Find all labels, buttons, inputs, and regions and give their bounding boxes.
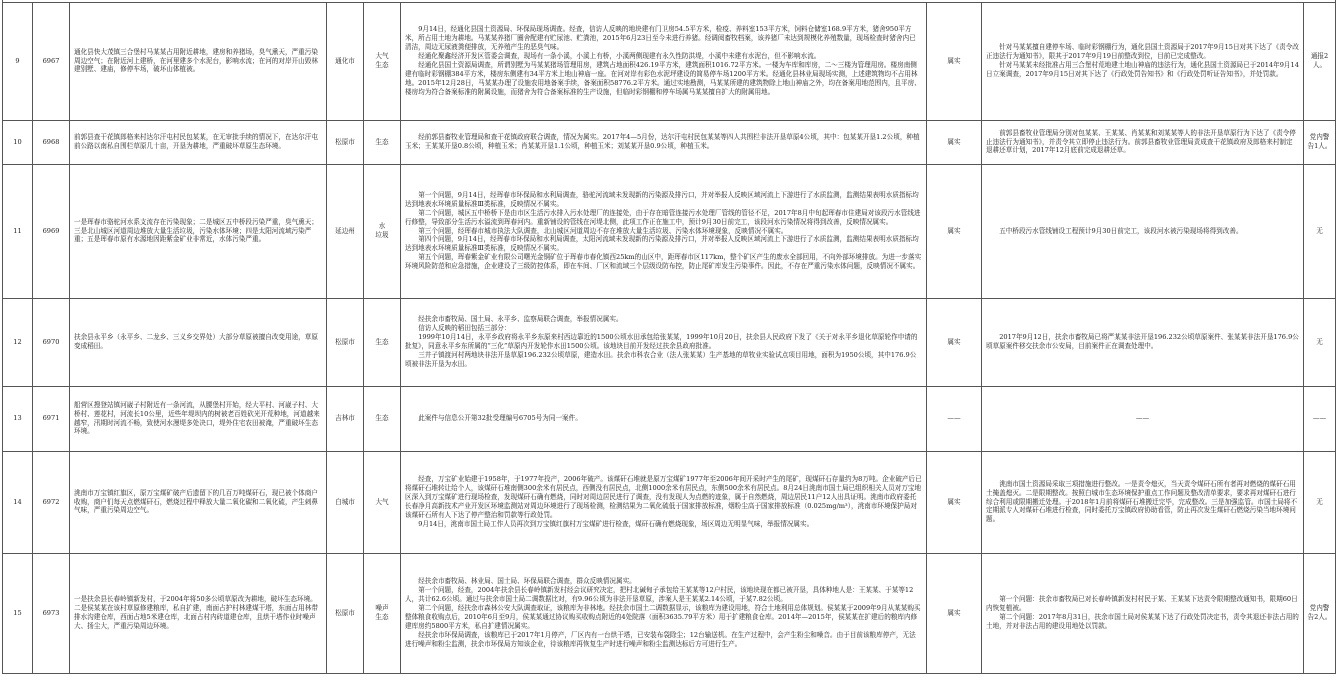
- verdict-cell: ——: [927, 386, 982, 451]
- accountability-cell: ——: [1304, 386, 1336, 451]
- handling-cell-paragraph: 针对马某某擅自建停车场、临时彩钢棚行为，通化县国土资源局于2017年9月15日对其下达了《责令改正违法行为通知书》，限其于2017年9月19日前整改到位，目前已完成整改。: [986, 43, 1299, 61]
- pollution-type-cell: 生态: [364, 120, 401, 164]
- verdict-cell: 属实: [927, 298, 982, 386]
- complaint-cell: 扶余县永平乡（永平乡、二龙乡、三义乡交界处）大部分草原被擅自改变用途，草原变成稻田。: [70, 298, 327, 386]
- case-id-cell: 6971: [33, 386, 70, 451]
- findings-cell: [401, 386, 927, 451]
- findings-cell: [401, 120, 927, 164]
- findings-cell-paragraph: 第三个问题，经珲春市城市执法大队调查，北山城区河道周边不存在堆放大量生活垃圾、污染水体环境现象，反映情况不属实。: [418, 226, 788, 235]
- accountability-cell: 党内警告2人。: [1304, 553, 1336, 673]
- findings-cell-paragraph: 三井子镇渡河村两地块非法开垦草原196.232公顷草原，建造水田。扶余市科农合业（法人张某某）生产基地的草牧业实验试点项目用地，面积为1950公顷，其中176.9公顷被非法开垦为水田。: [405, 350, 917, 368]
- city-cell: 通化市: [327, 2, 364, 120]
- pollution-type-cell: 生态: [364, 298, 401, 386]
- findings-cell-paragraph: 第二个问题，经扶余市森林公安大队调查取证，该粮库为非林地。经扶余市国土二调数据显示，该粮库为建设用地，符合土地利用总体规划。侯某某于2009年9月从某某购买整体粮食收购点后，2010年6月至9月，侯某某通过协议购买收购点附近的4处院落（面积3635.79平方米）用于扩建粮食仓库。2014年—2015年，侯某某在扩建后的粮库内修建库房约5800平方米，私自扩建情况属实。: [405, 604, 921, 630]
- accountability-cell: 无: [1304, 298, 1336, 386]
- findings-cell-paragraph: 1999年10月14日，永平乡政府将永平乡东原来村西边靠近的1500公顷水田承包给张某某，1999年10月20日，扶余县人民政府下发了《关于对永平乡退化草原轮作申请的批复》，同意永平乡东所属的“三化”草原内开发轮作水田1500公顷。该地块目前开发经过扶余县政府批准。: [405, 333, 918, 350]
- table-row: [3, 553, 1336, 673]
- verdict-cell: 属实: [927, 2, 982, 120]
- city-cell: 松原市: [327, 298, 364, 386]
- verdict-cell: 属实: [927, 553, 982, 673]
- handling-cell: [982, 164, 1304, 298]
- complaint-cell: 船营区搜登站镇河崴子村附近有一条河流，从腰堡村开始，经大平村、河崴子村、大桥村、莲花村，河流长10公里，近些年堤坝内的树被老百姓砍光开荒种地，河道越来越窄，汛期时河流不畅，致使河水漫堤多处决口，堤外住宅农田被淹，严重破坏生态环境。: [70, 386, 327, 451]
- pollution-type-cell: 大气: [364, 451, 401, 553]
- verdict-cell: 属实: [927, 164, 982, 298]
- table-row: [3, 164, 1336, 298]
- handling-cell-paragraph: 五中桥段污水管线铺设工程预计9月30日前完工，该段河水被污染现场将得到改善。: [999, 226, 1243, 235]
- accountability-cell: 党内警告1人。: [1304, 120, 1336, 164]
- table-row: [3, 298, 1336, 386]
- pollution-type-cell: 大气 生态: [364, 2, 401, 120]
- findings-cell-paragraph: 第四个问题，9月14日，经珲春市环保局和水利局调查，太阳河流域未发现新的污染源及排污口，并对举报人反映区域河流上下游进行了水质监测，监测结果表明水质指标均达到地表水环境质量标准Ⅲ类标准，反映情况不属实。: [405, 235, 919, 253]
- seq-cell: 13: [3, 386, 33, 451]
- findings-cell-paragraph: 经前郭县畜牧业管理局和查干花镇政府联合调查，情况为属实。2017年4—5月份，达尔汗屯村民包某某等四人共围栏非法开垦草原4公顷，其中：包某某开垦1.2公顷，种植玉米；王某某开垦0.8公顷，种植玉米；肖某某开垦1.1公顷，种植玉米；刘某某开垦0.9公顷，种植玉米。: [405, 133, 920, 150]
- pollution-type-cell: 水 垃圾: [364, 164, 401, 298]
- handling-cell: [982, 386, 1304, 451]
- findings-cell-paragraph: 经扶余市畜牧局、国土局、永平乡、监察局联合调查，举报情况属实。: [418, 315, 623, 324]
- complaint-cell: 前郭县查干花镇郎格来村达尔汗屯村民包某某，在无审批手续的情况下，在达尔汗屯前公路以南私自围栏草原几十亩，开垦为耕地，严重破坏草原生态环境。: [70, 120, 327, 164]
- case-id-cell: 6969: [33, 164, 70, 298]
- handling-cell-paragraph: 第一个问题：扶余市畜牧局已对长春岭镇新发村村民于某、王某某下达责令限期整改通知书，限期60日内恢复植被。: [986, 595, 1298, 613]
- case-id-cell: 6973: [33, 553, 70, 673]
- table-row: [3, 386, 1336, 451]
- accountability-cell: 无: [1304, 451, 1336, 553]
- seq-cell: 11: [3, 164, 33, 298]
- handling-cell-paragraph: 前郭县畜牧业管理局分别对包某某、王某某、肖某某和刘某某等人的非法开垦草原行为下达了《责令停止违法行为通知书》，并责令其立即停止违法行为。前郭县畜牧业管理局责成查干花镇政府及郎格来村制定退耕还草计划，2017年12月底前完成退耕还草。: [986, 128, 1296, 155]
- accountability-cell: 无: [1304, 164, 1336, 298]
- city-cell: 延边州: [327, 164, 364, 298]
- findings-cell-paragraph: 9月14日，经通化县国土资源局、环保局现场调查。经查，信访人反映的地块建有门卫房54.5平方米，检疫、养料室153平方米，饲料仓储室168.9平方米，猪舍950平方米，所占用土地为耕地。马某某养猪厂圈舍配建有贮尿池、贮粪池，2015年6月23日至今未进行养猪。经调阅畜牧档案，该养猪厂未达到规模化养殖数量，现场检查时猪舍内已清洁，周边无尿液粪便排放，无养殖产生的恶臭气味。: [405, 25, 916, 52]
- findings-cell: [401, 2, 927, 120]
- complaint-cell: 一是珲春市骆驼河水系支流存在污染现象；二是城区五中桥段污染严重，臭气熏天；三是北山城区河道周边堆放大量生活垃圾，污染水体环境；四是太阳河流域污染严重；五是珲春市原有水源地因距紫金矿业非常近，水体污染严重。: [70, 164, 327, 298]
- findings-cell-paragraph: 经查，万宝矿业始建于1958年，于1977年投产，2006年破产。该煤矸石堆就是原万宝煤矿1977年至2006年间开采时产生的尾矿，现煤矸石存量约为8万吨。企业破产后已将煤矸石堆转让给个人，该煤矸石堆南侧300余米有居民点，西侧没有居民点，北侧1000余米有居民点，东侧500余米有居民点。8月24日洮南市国土局已组织相关人员对万宝地区深入到万宝煤矿进行现场检查，发现煤矸石确有燃烧，同时对周边居民进行了调查，没有发现人为点燃的迹象，属于自然燃烧，周边居民11户12人出具证明。洮南市政府委托长春净月高新技术产业开发区环境监测站对周边环境进行了现场检测，检测结果为二氧化硫低于国家排放标准，烟粉尘高于国家排放标准（0.025mg/m³），洮南市环境保护局对该煤矸石所有人下达了停产整治和罚款等行政处罚。: [405, 475, 922, 519]
- handling-cell-paragraph: 洮南市国土资源局采取三项措施进行整改。一是责令熄灭，当天责令煤矸石所有者再对燃烧的煤矸石用土掩盖熄灭。二是限期整改。按照白城市生态环境保护重点工作问题及整改清单要求，要求再对煤矸石进行综合利用或限期搬迁处理。于2018年1月前将煤矸石堆搬迁完毕，完成整改。三是加强监管。市国土局将不定期派专人对煤矸石堆进行检查，同时委托万宝镇政府协助看管，防止再次发生煤矸石燃烧污染当地环境问题。: [986, 479, 1298, 524]
- handling-cell-paragraph: 针对马某某未经批准占用三合堡村荒地建土地山神庙的违法行为，通化县国土资源局已于2014年9月14日立案调查，2017年9月15日对其下达了《行政处罚告知书》和《行政处罚听证告知书》，并处罚款。: [986, 61, 1299, 78]
- findings-cell: [401, 298, 927, 386]
- seq-cell: 9: [3, 2, 33, 120]
- findings-cell-paragraph: 经扶余市畜牧局、林业局、国土局、环保局联合调查，群众反映情况属实。: [418, 577, 636, 586]
- verdict-cell: 属实: [927, 120, 982, 164]
- handling-cell-paragraph: 第二个问题：2017年8月31日，扶余市国土局对侯某某下达了行政处罚决定书，责令其退还非法占用的土地，并对非法占用的建设用地处以罚款。: [986, 613, 1299, 630]
- seq-cell: 15: [3, 553, 33, 673]
- accountability-cell: 通报2人。: [1304, 2, 1336, 120]
- complaint-cell: 一是扶余县长春岭镇新发村，于2004年将50多公顷草原改为耕地，破坏生态环境。二是侯某某在该村草原修建粮库，私自扩建，南面占护村林建煤干塔，东面占用林带排水沟建仓库，西面占地5米建仓库，北面占村内砖道建仓库，且烘干塔作业时噪声大、扬尘大，严重污染周边环境。: [70, 553, 327, 673]
- pollution-type-cell: 噪声 生态: [364, 553, 401, 673]
- complaint-cell: 洮南市万宝镇红旗区，原万宝煤矿破产后遗留下的几百万吨煤矸石，现已被个体商户收购，商户们每天点燃煤矸石，燃烧过程中释放大量二氧化碳和二氧化硫，产生刺鼻气味，严重污染周边空气。: [70, 451, 327, 553]
- findings-cell-paragraph: 第一个问题，9月14日，经珲春市环保局和水利局调查，骆驼河流域未发现新的污染源及排污口，并对举报人反映区域河流上下游进行了水质监测，监测结果表明水质指标均达到地表水环境质量标准Ⅲ类标准，反映情况不属实。: [405, 190, 919, 208]
- table-row: [3, 120, 1336, 164]
- table-row: [3, 451, 1336, 553]
- case-id-cell: 6972: [33, 451, 70, 553]
- case-id-cell: 6967: [33, 2, 70, 120]
- handling-cell-paragraph: ——: [1135, 414, 1150, 423]
- table-body: [3, 0, 1336, 673]
- seq-cell: 14: [3, 451, 33, 553]
- case-id-cell: 6968: [33, 120, 70, 164]
- table-row: [3, 2, 1336, 120]
- handling-cell: [982, 2, 1304, 120]
- findings-cell-paragraph: 第五个问题，珲春紫金矿业有限公司曙光金铜矿位于珲春市春化镇西25km的山区中，距珲春市区117km，整个矿区产生的废水全部回用，不向外部环境排放。为进一步落实环境风险防范和应急措施，企业建设了三级防控体系，即在车间、厂区和流域三个层级设防布控，防止尾矿库发生污染事件。因此，不存在严重污染水体问题，反映情况不属实。: [405, 253, 922, 271]
- verdict-cell: 属实: [927, 451, 982, 553]
- seq-cell: 10: [3, 120, 33, 164]
- findings-cell: [401, 451, 927, 553]
- handling-cell: [982, 451, 1304, 553]
- handling-cell: [982, 298, 1304, 386]
- findings-cell-paragraph: 经通化聚鑫经济开发区管委会调查，现场有一条小溪，小溪上有桥，小溪两侧现建有永久性防洪堤，小溪中未建有水泥台，但不影响水流。: [418, 52, 821, 61]
- findings-cell: [401, 164, 927, 298]
- handling-cell: [982, 553, 1304, 673]
- city-cell: 松原市: [327, 553, 364, 673]
- case-table: [2, 0, 1336, 674]
- complaint-cell: 通化县快大茂镇三合堡村马某某占用附近耕地，建房和养猪场，臭气熏天，严重污染周边空气；在附近河上建桥，在河里建多个水泥台，影响水流；在河的对岸开山毁林建别墅、建庙，修停车场，破坏山体植被。: [70, 2, 327, 120]
- seq-cell: 12: [3, 298, 33, 386]
- pollution-type-cell: 生态: [364, 386, 401, 451]
- findings-cell-paragraph: 9月14日，洮南市国土局工作人员再次到万宝镇红旗村万宝煤矿进行检查，煤矸石确有燃烧现象，场区周边无明显气味，举报情况属实。: [418, 519, 814, 528]
- city-cell: 白城市: [327, 451, 364, 553]
- findings-cell-paragraph: 第二个问题，城区五中桥桥下是由市区生活污水排入污水处理厂的连接处，由于存在暗管连接污水处理厂管线的管径不足，2017年8月中旬起珲春市住建局对该段污水管线进行修整，导致部分生活污水溢流到珲春河内。重新铺设的管线在河堤北侧，此项工作正在施工中，预计9月30日前完工，该段河水污染情况将得到改善，反映情况属实。: [405, 208, 921, 226]
- city-cell: 松原市: [327, 120, 364, 164]
- handling-cell-paragraph: 2017年9月12日，扶余市畜牧局已将严某某非法开垦196.232公顷草原案件、张某某非法开垦176.9公顷草原案件移交扶余市公安局，目前案件正在调查处理中。: [986, 333, 1299, 350]
- findings-cell-paragraph: 第一个问题，经查，2004年扶余县长春岭镇新发村经会议研究决定，把村北碱甸子承包给王某某等12户村民，该地块现在都已被开垦，具体种地人是：王某某、于某等12人，共计62.6公顷。通过与扶余市国土局二调数据比对，有9.96公顷为非法开垦草原，涉案人是王某某2.14公顷，于某7.82公顷。: [405, 586, 914, 604]
- findings-cell-paragraph: 经扶余市环保局调查，该粮库已于2017年1月停产，厂区内有一台烘干塔，已安装布袋除尘；12台输送机。在生产过程中，会产生粉尘和噪音。由于目前该粮库停产，无法进行噪声和粉尘监测，扶余市环保局方知该企业，待该粮库再恢复生产时进行噪声和粉尘监测达标后方可进行生产。: [405, 630, 916, 648]
- findings-cell-paragraph: 信访人反映的稻田包括三部分：: [418, 324, 511, 333]
- city-cell: 吉林市: [327, 386, 364, 451]
- findings-cell: [401, 553, 927, 673]
- case-id-cell: 6970: [33, 298, 70, 386]
- handling-cell: [982, 120, 1304, 164]
- findings-cell-paragraph: 经通化县国土资源局调查，所谓别墅为马某某猪场管理用房，建筑占地面积426.19平方米，建筑面积1016.72平方米。一楼为车库和库房，二～三楼为管理用房。楼房南侧建有临时彩钢棚384平方米，楼房东侧建有34平方米上地山神庙一座。在河对岸有彩色水泥坪建设的简易停车场1200平方米。经通化县林业局现场实测，上述建筑物均不占用林地。2015年12月28日，马某某办理了设施农用地备案手续，备案面积58776.2平方米。通过实地勘测，马某某所建的建筑物除上地山神庙之外，均在备案用地范围内，且平房、楼房均为符合备案标准的附属设施，而猪舍为符合备案标准的生产设施，但临时彩钢棚和停车场属马某某擅自扩大的附属用地。: [405, 61, 921, 96]
- findings-cell-paragraph: 此案件与信息公开第32批受理编号6705号为同一案件。: [418, 414, 582, 423]
